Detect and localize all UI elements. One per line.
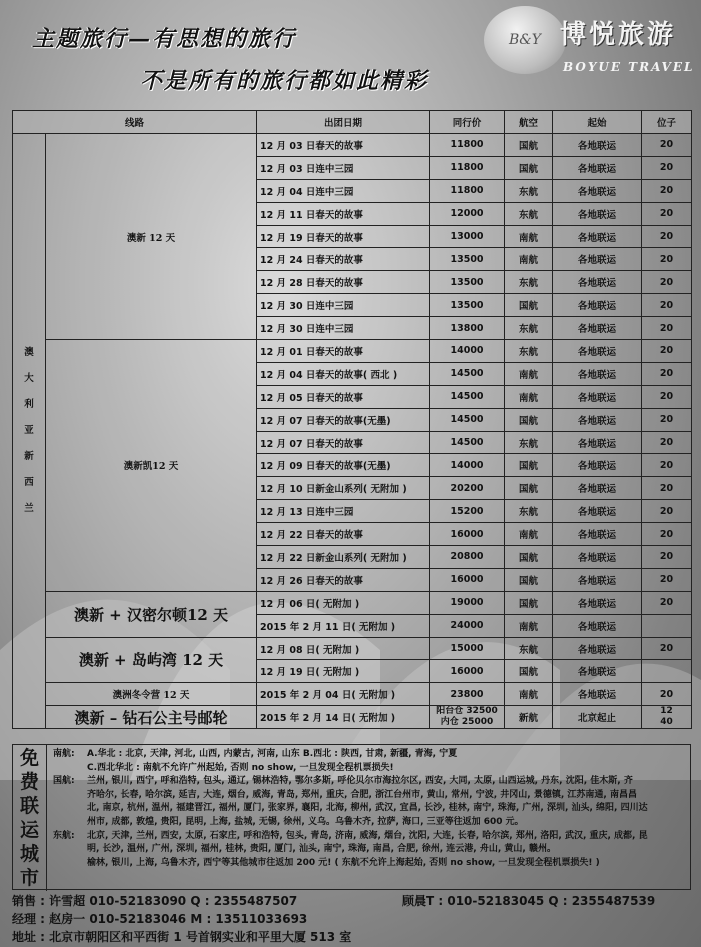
airline-label: 南航: — [53, 749, 75, 759]
city-list: 州市, 成都, 敦煌, 贵阳, 昆明, 上海, 盐城, 无锡, 徐州, 义乌。乌鲁木齐, 拉萨, 海口, 三亚等往返加 600 元。 — [87, 816, 524, 827]
peer-price: 13500 — [430, 294, 505, 317]
airline: 国航 — [505, 156, 553, 179]
departure-date: 12 月 19 日( 无附加 ) — [257, 660, 430, 683]
airline: 东航 — [505, 202, 553, 225]
airline: 南航 — [505, 225, 553, 248]
seats: 20 — [642, 637, 692, 660]
peer-price: 14500 — [430, 362, 505, 385]
seats: 20 — [642, 546, 692, 569]
airline: 国航 — [505, 546, 553, 569]
seats — [642, 614, 692, 637]
origin: 各地联运 — [553, 179, 642, 202]
brand-name-en: BOYUE TRAVEL — [563, 60, 695, 74]
contact-info — [12, 892, 691, 947]
city-list: 榆林, 银川, 上海, 乌鲁木齐, 西宁等其他城市往返加 200 元! ( 东航不允许上海起始, 否则 no show, 一旦发现全程机票损失! ) — [87, 857, 600, 868]
departure-date: 12 月 24 日春天的故事 — [257, 248, 430, 271]
slogan-primary: 主题旅行—有思想的旅行 — [32, 26, 297, 52]
departure-date: 12 月 22 日新金山系列( 无附加 ) — [257, 546, 430, 569]
table-row — [13, 706, 692, 729]
origin: 各地联运 — [553, 408, 642, 431]
departure-date: 12 月 05 日春天的故事 — [257, 385, 430, 408]
airline: 南航 — [505, 248, 553, 271]
tour-schedule-table — [12, 110, 692, 729]
origin: 各地联运 — [553, 317, 642, 340]
departure-date: 12 月 30 日连中三园 — [257, 317, 430, 340]
airline: 国航 — [505, 591, 553, 614]
origin: 各地联运 — [553, 591, 642, 614]
office-address: 地址 : 北京市朝阳区和平西街 1 号首钢实业和平里大厦 513 室 — [12, 930, 352, 944]
product-name: 澳新凯12 天 — [46, 340, 257, 592]
slogan-secondary: 不是所有的旅行都如此精彩 — [140, 68, 429, 94]
product-name: 澳新 + 岛屿湾 12 天 — [46, 637, 257, 683]
seats: 20 — [642, 523, 692, 546]
seats — [642, 660, 692, 683]
free-transfer-line — [53, 748, 689, 762]
seats: 20 — [642, 500, 692, 523]
peer-price: 16000 — [430, 568, 505, 591]
free-transfer-line — [53, 857, 689, 871]
table-row — [13, 683, 692, 706]
city-list: 齐哈尔, 长春, 哈尔滨, 延吉, 大连, 烟台, 威海, 青岛, 郑州, 重庆, 合肥, 浙江台州市, 黄山, 常州, 宁波, 井冈山, 景德镇, 江苏南通, 南昌昌 — [87, 789, 637, 800]
peer-price: 11800 — [430, 156, 505, 179]
product-name: 澳新 – 钻石公主号邮轮 — [46, 706, 257, 729]
seats: 20 — [642, 202, 692, 225]
airline: 东航 — [505, 431, 553, 454]
peer-price: 14500 — [430, 431, 505, 454]
departure-date: 12 月 28 日春天的故事 — [257, 271, 430, 294]
airline: 新航 — [505, 706, 553, 729]
airline: 国航 — [505, 568, 553, 591]
peer-price: 24000 — [430, 614, 505, 637]
free-transfer-line — [53, 775, 689, 789]
product-name: 澳新 12 天 — [46, 134, 257, 340]
departure-date: 2015 年 2 月 04 日( 无附加 ) — [257, 683, 430, 706]
origin: 各地联运 — [553, 660, 642, 683]
seats: 20 — [642, 431, 692, 454]
departure-date: 12 月 10 日新金山系列( 无附加 ) — [257, 477, 430, 500]
departure-date: 12 月 03 日连中三园 — [257, 156, 430, 179]
seats: 20 — [642, 591, 692, 614]
peer-price: 11800 — [430, 134, 505, 157]
seats: 20 — [642, 134, 692, 157]
departure-date: 12 月 08 日( 无附加 ) — [257, 637, 430, 660]
departure-date: 12 月 22 日春天的故事 — [257, 523, 430, 546]
airline: 南航 — [505, 362, 553, 385]
departure-date: 12 月 07 日春天的故事 — [257, 431, 430, 454]
origin: 各地联运 — [553, 546, 642, 569]
brand-name-cn: 博悦旅游 — [560, 20, 677, 50]
free-transfer-title: 免 费 联 运 城 市 — [13, 745, 47, 891]
seats: 20 — [642, 156, 692, 179]
seats: 20 — [642, 225, 692, 248]
departure-date: 12 月 26 日春天的故事 — [257, 568, 430, 591]
free-transfer-line — [53, 843, 689, 857]
seats: 20 — [642, 454, 692, 477]
departure-date: 12 月 04 日春天的故事( 西北 ) — [257, 362, 430, 385]
peer-price: 13500 — [430, 248, 505, 271]
peer-price: 15200 — [430, 500, 505, 523]
origin: 各地联运 — [553, 454, 642, 477]
origin: 各地联运 — [553, 431, 642, 454]
seats: 20 — [642, 340, 692, 363]
origin: 各地联运 — [553, 225, 642, 248]
origin: 各地联运 — [553, 134, 642, 157]
airline: 国航 — [505, 134, 553, 157]
airline-label: 东航: — [53, 830, 75, 841]
col-header-seats: 位子 — [642, 111, 692, 134]
origin: 各地联运 — [553, 500, 642, 523]
airline: 国航 — [505, 294, 553, 317]
origin: 各地联运 — [553, 477, 642, 500]
free-transfer-line — [53, 802, 689, 816]
consultant-contact: 顾晨T : 010-52183045 Q : 2355487539 — [402, 894, 656, 908]
origin: 各地联运 — [553, 156, 642, 179]
departure-date: 12 月 09 日春天的故事(无墨) — [257, 454, 430, 477]
seats: 20 — [642, 317, 692, 340]
col-header-date: 出团日期 — [257, 111, 430, 134]
city-list: 明, 长沙, 温州, 广州, 深圳, 福州, 桂林, 贵阳, 厦门, 汕头, 南宁, 珠海, 南昌, 合肥, 徐州, 连云港, 舟山, 黄山, 赣州。 — [87, 844, 556, 855]
departure-date: 12 月 07 日春天的故事(无墨) — [257, 408, 430, 431]
airline: 国航 — [505, 660, 553, 683]
peer-price: 11800 — [430, 179, 505, 202]
origin: 各地联运 — [553, 683, 642, 706]
free-transfer-line — [53, 816, 689, 830]
city-list: 北, 南京, 杭州, 温州, 福建晋江, 福州, 厦门, 张家界, 襄阳, 北海, 柳州, 武汉, 宜昌, 长沙, 桂林, 南宁, 珠海, 广州, 深圳, 汕头, 绵阳, 四川达 — [87, 803, 648, 814]
col-header-price: 同行价 — [430, 111, 505, 134]
product-name: 澳新 + 汉密尔顿12 天 — [46, 591, 257, 637]
airline: 南航 — [505, 683, 553, 706]
table-row — [13, 637, 692, 660]
peer-price: 23800 — [430, 683, 505, 706]
airline: 东航 — [505, 179, 553, 202]
peer-price: 13800 — [430, 317, 505, 340]
seats: 20 — [642, 179, 692, 202]
peer-price: 13500 — [430, 271, 505, 294]
table-row — [13, 340, 692, 363]
airline: 南航 — [505, 385, 553, 408]
departure-date: 2015 年 2 月 14 日( 无附加 ) — [257, 706, 430, 729]
seats: 12 40 — [642, 706, 692, 729]
peer-price: 14500 — [430, 385, 505, 408]
origin: 各地联运 — [553, 271, 642, 294]
origin: 各地联运 — [553, 340, 642, 363]
col-header-origin: 起始 — [553, 111, 642, 134]
table-header-row — [13, 111, 692, 134]
seats: 20 — [642, 408, 692, 431]
free-transfer-line — [53, 830, 689, 844]
peer-price: 20800 — [430, 546, 505, 569]
peer-price: 15000 — [430, 637, 505, 660]
city-list: 北京, 天津, 兰州, 西安, 太原, 石家庄, 呼和浩特, 包头, 青岛, 济南, 威海, 烟台, 沈阳, 大连, 长春, 哈尔滨, 郑州, 洛阳, 武汉, 重庆, 成都, 昆 — [87, 830, 648, 841]
seats: 20 — [642, 294, 692, 317]
city-list: 兰州, 银川, 西宁, 呼和浩特, 包头, 通辽, 锡林浩特, 鄂尔多斯, 呼伦贝尔市海拉尔区, 西安, 大同, 太原, 山西运城, 丹东, 沈阳, 佳木斯, 齐 — [87, 776, 633, 787]
airline: 东航 — [505, 317, 553, 340]
origin: 各地联运 — [553, 362, 642, 385]
header-banner — [0, 0, 701, 110]
free-transfer-cities — [53, 748, 689, 870]
peer-price: 19000 — [430, 591, 505, 614]
origin: 各地联运 — [553, 614, 642, 637]
city-list: A.华北 : 北京, 天津, 河北, 山西, 内蒙古, 河南, 山东 B.西北 : 陕西, 甘肃, 新疆, 青海, 宁夏 — [87, 749, 458, 759]
col-header-airline: 航空 — [505, 111, 553, 134]
origin: 各地联运 — [553, 568, 642, 591]
seats: 20 — [642, 385, 692, 408]
departure-date: 12 月 04 日连中三园 — [257, 179, 430, 202]
airline: 国航 — [505, 454, 553, 477]
sales-contact: 销售 : 许雪超 010-52183090 Q : 2355487507 — [12, 894, 298, 908]
seats: 20 — [642, 568, 692, 591]
peer-price: 12000 — [430, 202, 505, 225]
peer-price: 20200 — [430, 477, 505, 500]
departure-date: 2015 年 2 月 11 日( 无附加 ) — [257, 614, 430, 637]
departure-date: 12 月 13 日连中三园 — [257, 500, 430, 523]
region-label: 澳 大 利 亚 新 西 兰 — [13, 134, 46, 729]
airline-label: 国航: — [53, 776, 75, 787]
seats: 20 — [642, 362, 692, 385]
brand-logo-mark: B&Y — [509, 32, 541, 48]
table-row — [13, 591, 692, 614]
airline: 东航 — [505, 340, 553, 363]
airline: 南航 — [505, 523, 553, 546]
brand-logo — [484, 6, 566, 74]
manager-contact: 经理 : 赵房一 010-52183046 M : 13511033693 — [12, 912, 308, 926]
origin: 各地联运 — [553, 523, 642, 546]
peer-price: 14000 — [430, 454, 505, 477]
departure-date: 12 月 11 日春天的故事 — [257, 202, 430, 225]
city-list: C.西北华北 : 南航不允许广州起始, 否则 no show, 一旦发现全程机票损失! — [87, 762, 394, 773]
product-name: 澳洲冬令营 12 天 — [46, 683, 257, 706]
airline: 东航 — [505, 271, 553, 294]
airline: 东航 — [505, 500, 553, 523]
origin: 各地联运 — [553, 202, 642, 225]
free-transfer-line — [53, 789, 689, 803]
departure-date: 12 月 19 日春天的故事 — [257, 225, 430, 248]
peer-price: 14000 — [430, 340, 505, 363]
col-header-route: 线路 — [13, 111, 257, 134]
origin: 北京起止 — [553, 706, 642, 729]
origin: 各地联运 — [553, 294, 642, 317]
airline: 国航 — [505, 477, 553, 500]
peer-price: 16000 — [430, 523, 505, 546]
seats: 20 — [642, 683, 692, 706]
departure-date: 12 月 01 日春天的故事 — [257, 340, 430, 363]
table-row — [13, 134, 692, 157]
airline: 东航 — [505, 637, 553, 660]
origin: 各地联运 — [553, 385, 642, 408]
free-transfer-line — [53, 762, 689, 776]
seats: 20 — [642, 271, 692, 294]
peer-price: 阳台仓 32500 内仓 25000 — [430, 706, 505, 729]
seats: 20 — [642, 477, 692, 500]
peer-price: 13000 — [430, 225, 505, 248]
peer-price: 16000 — [430, 660, 505, 683]
departure-date: 12 月 30 日连中三园 — [257, 294, 430, 317]
peer-price: 14500 — [430, 408, 505, 431]
departure-date: 12 月 06 日( 无附加 ) — [257, 591, 430, 614]
free-transfer-section — [12, 744, 691, 890]
origin: 各地联运 — [553, 637, 642, 660]
seats: 20 — [642, 248, 692, 271]
airline: 国航 — [505, 408, 553, 431]
airline: 南航 — [505, 614, 553, 637]
origin: 各地联运 — [553, 248, 642, 271]
departure-date: 12 月 03 日春天的故事 — [257, 134, 430, 157]
